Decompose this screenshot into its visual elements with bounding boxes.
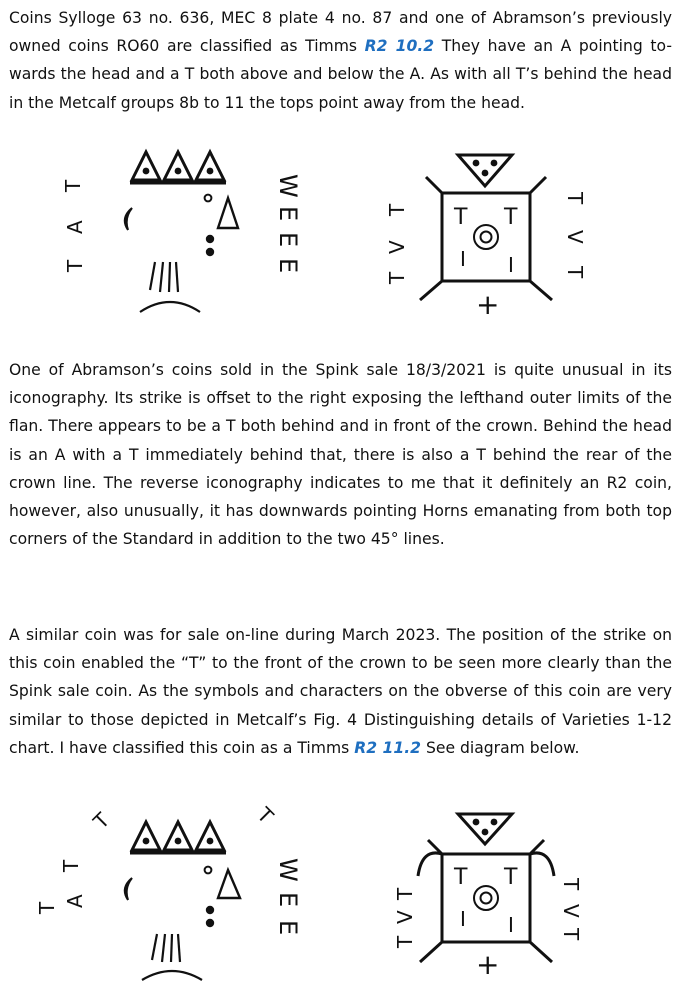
paragraph-spink-sale-coin: One of Abramson’s coins sold in the Spink sale 18/3/2021 is quite unusual in its iconography. Its strike is offset to the right exposing the lefthand outer limits of the flan. There appears to be a T both behind and in front of the crown. Behind the head is an A with a T immediately behind that, there is also a T behind the rear of the crown line. The reverse iconography indicates to me that it definitely an R2 coin, however, also unusually, it has downwards pointing Horns emanating from both top corners of the Standard in addition to the two 45° lines. <box>9 361 672 549</box>
rev2-left-glyph-1: T <box>393 887 417 900</box>
obv1-legend-3: E <box>274 232 302 248</box>
obv1-left-glyph-2: A <box>63 220 87 234</box>
p3-text-b: See diagram below. <box>421 738 580 757</box>
rev1-left-glyph-3: T <box>385 271 409 284</box>
obv2-legend-4: E <box>274 920 302 936</box>
p3-text-a: A similar coin was for sale on-line during March 2023. The position of the strike on this coin enabled the “T” to the front of the crown to be seen more clearly than the Spink sale coin. As the symbols and characters on the obverse of this coin are very similar to those depicted in Metcalf’s Fig. 4 Distinguishing details of Varieties 1-12 chart. I have classified this coin as a Timms <box>9 626 672 757</box>
obv2-top-t: T <box>88 807 115 834</box>
obverse-1-svg <box>60 140 320 330</box>
obv2-left-glyph-3: T <box>35 901 59 914</box>
obv2-legend-1: T <box>252 802 279 829</box>
rev2-right-glyph-2: V <box>559 904 583 918</box>
rev2-corner-t-right: T <box>504 865 518 890</box>
rev2-left-glyph-2: V <box>393 910 417 924</box>
obv2-legend-2: W <box>274 858 302 882</box>
figure-1-reverse-diagram <box>385 148 600 328</box>
rev1-corner-t-right: T <box>504 205 518 230</box>
rev2-corner-t-left: T <box>454 865 468 890</box>
obv2-left-glyph-1: T <box>59 859 83 872</box>
obv1-left-glyph-1: T <box>61 179 85 192</box>
reverse-1-svg <box>385 148 600 328</box>
obverse-2-legend <box>252 802 302 935</box>
obverse-1-legend <box>274 174 302 273</box>
crown-triangles <box>130 152 226 183</box>
rev2-right-glyph-3: T <box>559 928 583 941</box>
paragraph-timms-r2-10-2 <box>9 4 672 117</box>
reverse-2-svg <box>390 812 600 992</box>
rev2-left-glyph-3: T <box>393 935 417 948</box>
rev2-right-glyph-1: T <box>559 878 583 891</box>
obv2-left-glyph-2: A <box>63 894 87 908</box>
rev1-bottom-cross: + <box>476 288 500 321</box>
timms-code-r2-11-2: R2 11.2 <box>354 738 421 757</box>
p1-text-a: Coins Sylloge 63 no. 636, MEC 8 plate 4 no. 87 and one of Abramson’s previously owned coins RO60 are classified as Timms <box>9 9 672 56</box>
obv1-legend-1: W <box>274 174 302 198</box>
rev1-right-glyph-2: V <box>563 230 587 244</box>
rev1-mark-left: I <box>460 247 466 271</box>
paragraph-timms-r2-11-2 <box>9 621 672 762</box>
p1-text-b: They have an A pointing to-wards the head and a T both above and below the A. As with all T’s behind the head in the Metcalf groups 8b to 11 the tops point away from the head. <box>9 37 672 112</box>
rev1-left-glyph-1: T <box>385 203 409 216</box>
rev1-right-glyph-1: T <box>563 192 587 205</box>
rev1-mark-right: I <box>508 253 514 277</box>
figure-2-obverse-diagram <box>35 802 320 993</box>
rev1-left-glyph-2: V <box>385 240 409 254</box>
rev1-right-glyph-3: T <box>563 266 587 279</box>
obverse-2-svg <box>35 802 320 993</box>
figure-1-obverse-diagram <box>60 140 320 330</box>
obv1-legend-4: E <box>274 258 302 274</box>
obv1-left-glyph-3: T <box>63 259 87 272</box>
timms-code-r2-10-2: R2 10.2 <box>364 37 435 56</box>
rev1-corner-t-left: T <box>454 205 468 230</box>
obv1-legend-2: E <box>274 206 302 222</box>
rev2-mark-left: I <box>460 907 466 931</box>
figure-2-reverse-diagram <box>390 812 600 992</box>
rev2-bottom-cross: + <box>476 948 500 981</box>
rev2-mark-right: I <box>508 913 514 937</box>
obv2-legend-3: E <box>274 892 302 908</box>
